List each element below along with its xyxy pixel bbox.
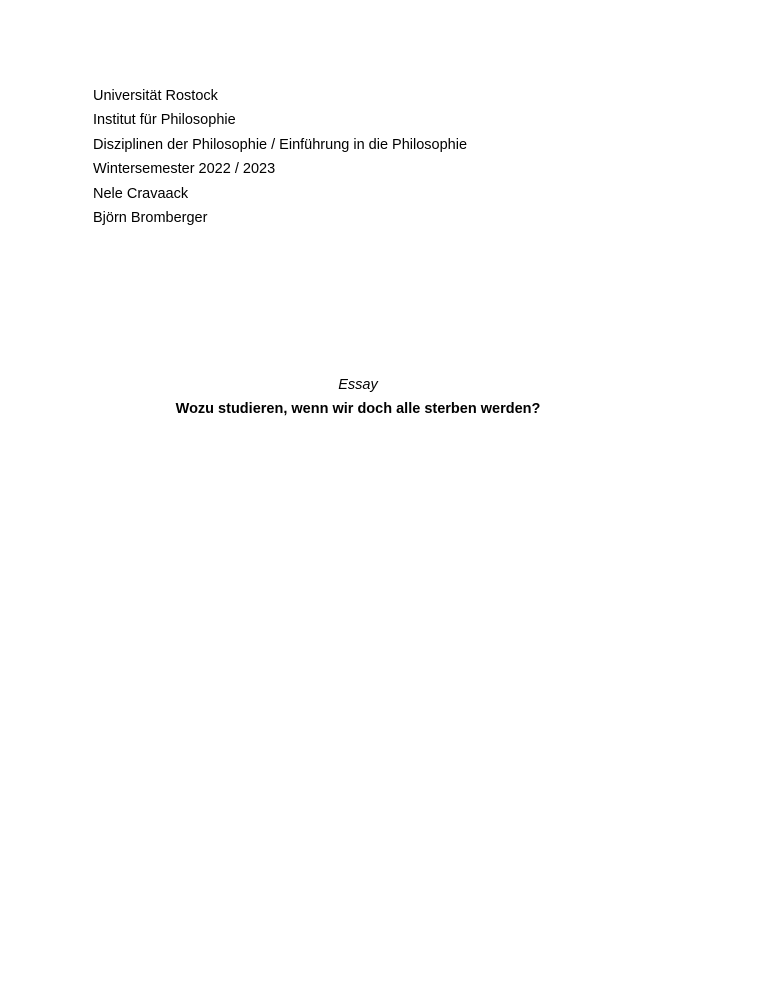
cover-header	[93, 84, 693, 230]
course-name: Disziplinen der Philosophie / Einführung in die Philosophie	[93, 136, 468, 153]
essay-title: Wozu studieren, wenn wir doch alle sterben werden?	[175, 401, 541, 417]
university-name: Universität Rostock	[93, 88, 218, 104]
title-section	[0, 374, 716, 420]
document-type-label: Essay	[338, 377, 378, 393]
semester: Wintersemester 2022 / 2023	[93, 161, 276, 178]
author-name: Nele Cravaack	[93, 185, 189, 202]
lecturer-name: Björn Bromberger	[93, 210, 208, 227]
institute-name: Institut für Philosophie	[93, 112, 236, 129]
